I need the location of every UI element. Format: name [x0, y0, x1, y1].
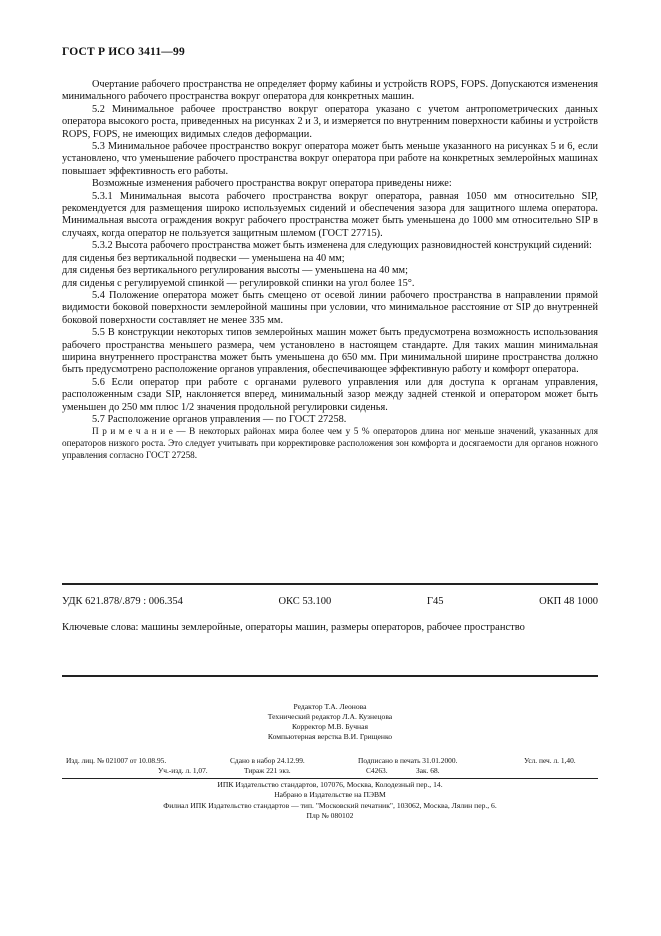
paragraph-5-6: 5.6 Если оператор при работе с органами рулевого управления или для доступа к органам управления, расположенным сзади SIP, наклоняется вперед, минимальный зазор между задней стенкой и оператором может быть уменьшен до 250 мм плюс 1/2 значения продольной регулировки сиденья.	[62, 376, 598, 413]
usl-info: Усл. печ. л. 1,40.	[524, 756, 576, 765]
oks-code: ОКС 53.100	[278, 596, 332, 607]
corrector-credit: Корректор М.В. Бучная	[292, 722, 368, 731]
rule-top	[62, 583, 598, 585]
document-header: ГОСТ Р ИСО 3411—99	[62, 46, 185, 58]
note: П р и м е ч а н и е — В некоторых районах мира более чем у 5 % операторов длина ног меньше значений, указанных для операторов низкого роста. Это следует учитывать при корректировке расположения зон комфорта и досягаемости для органов ножного управления согласно ГОСТ 27258.	[62, 426, 598, 460]
tirazh-info: Тираж 221 экз.	[244, 766, 291, 775]
tech-editor-credit: Технический редактор Л.А. Кузнецова	[267, 712, 393, 721]
list-item-seat-2: для сиденья без вертикального регулирования высоты — уменьшена на 40 мм;	[62, 265, 408, 277]
layout-credit: Компьютерная верстка В.И. Грищенко	[267, 732, 393, 741]
rule-publisher	[62, 778, 598, 779]
paragraph-5-4: 5.4 Положение оператора может быть смещено от осевой линии рабочего пространства в направлении прямой видимости боковой поверхности землеройной машины при условии, что минимальное расстояние от SIP до внутренней боковой поверхности составляет не менее 335 мм.	[62, 289, 598, 326]
paragraph-5-3: 5.3 Минимальное рабочее пространство вокруг оператора может быть меньше указанного на рисунках 5 и 6, если установлено, что уменьшение рабочего пространства вокруг оператора при работе на конкретных землеройных машинах повышает эффективность его работы.	[62, 141, 598, 177]
paragraph-5-5: 5.5 В конструкции некоторых типов землеройных машин может быть предусмотрена возможность использования рабочего пространства меньшего размера, чем установлено в настоящем стандарте. Для таких машин минимальная ширина внутреннего пространства может быть уменьшена до 650 мм. При минимальной ширине пространства должно быть предусмотрено расположение органов управления, обеспечивающее эффективную работу и комфорт оператора.	[62, 327, 598, 376]
publisher-info	[62, 780, 598, 822]
okp-code: ОКП 48 1000	[539, 596, 598, 607]
sent-info: Сдано в набор 24.12.99.	[230, 756, 305, 765]
publisher-line-2: Набрано в Издательстве на ПЭВМ	[274, 790, 386, 800]
body-text	[62, 79, 598, 461]
c-info: С4263.	[366, 766, 388, 775]
paragraph-5-2: 5.2 Минимальное рабочее пространство вокруг оператора указано с учетом антропометрических данных оператора высокого роста, приведенных на рисунках 2 и 3, и измеряется по внутренним поверхности кабины и устройств ROPS, FOPS, не имеющих видимых следов деформации.	[62, 103, 598, 140]
udk-code: УДК 621.878/.879 : 006.354	[62, 596, 183, 607]
publisher-line-1: ИПК Издательство стандартов, 107076, Москва, Колодезный пер., 14.	[217, 780, 443, 789]
rule-keywords	[62, 675, 598, 677]
paragraph-5-3-1: 5.3.1 Минимальная высота рабочего пространства вокруг оператора, равная 1050 мм относительно SIP, рекомендуется для размещения широко используемых сидений и обеспечения зазора для защитного шлема оператора. Минимальная высота ограждения вокруг рабочего пространства может быть уменьшена до 1000 мм относительно SIP в случаях, когда оператор не пользуется защитным шлемом (ГОСТ 27715).	[62, 190, 598, 239]
editor-credit: Редактор Т.А. Леонова	[293, 702, 367, 711]
g-code: Г45	[426, 596, 444, 607]
list-item-seat-1: для сиденья без вертикальной подвески — уменьшена на 40 мм;	[62, 252, 345, 264]
keywords: Ключевые слова: машины землеройные, операторы машин, размеры операторов, рабочее пространство	[62, 622, 525, 633]
paragraph-changes-intro: Возможные изменения рабочего пространства вокруг оператора приведены ниже:	[92, 178, 452, 190]
license-info: Изд. лиц. № 021007 от 10.08.95.	[66, 756, 167, 765]
paragraph-5-7: 5.7 Расположение органов управления — по ГОСТ 27258.	[92, 413, 347, 425]
uch-info: Уч.-изд. л. 1,07.	[158, 766, 208, 775]
imprint-credits	[62, 702, 598, 742]
publisher-line-4: Плр № 080102	[306, 811, 354, 821]
signed-info: Подписано в печать 31.01.2000.	[358, 756, 458, 765]
publisher-line-3: Филиал ИПК Издательство стандартов — тип. "Московский печатник", 103062, Москва, Лялин пер., 6.	[163, 800, 497, 810]
classification-row	[62, 596, 598, 607]
list-item-seat-3: для сиденья с регулируемой спинкой — регулировкой спинки на угол более 15°.	[62, 277, 415, 289]
paragraph-5-3-2: 5.3.2 Высота рабочего пространства может быть изменена для следующих разновидностей конструкций сидений:	[92, 240, 592, 252]
paragraph-intro: Очертание рабочего пространства не определяет форму кабины и устройств ROPS, FOPS. Допускаются изменения минимального рабочего пространства вокруг оператора для конкретных машин.	[62, 79, 598, 103]
zak-info: Зак. 68.	[416, 766, 440, 775]
